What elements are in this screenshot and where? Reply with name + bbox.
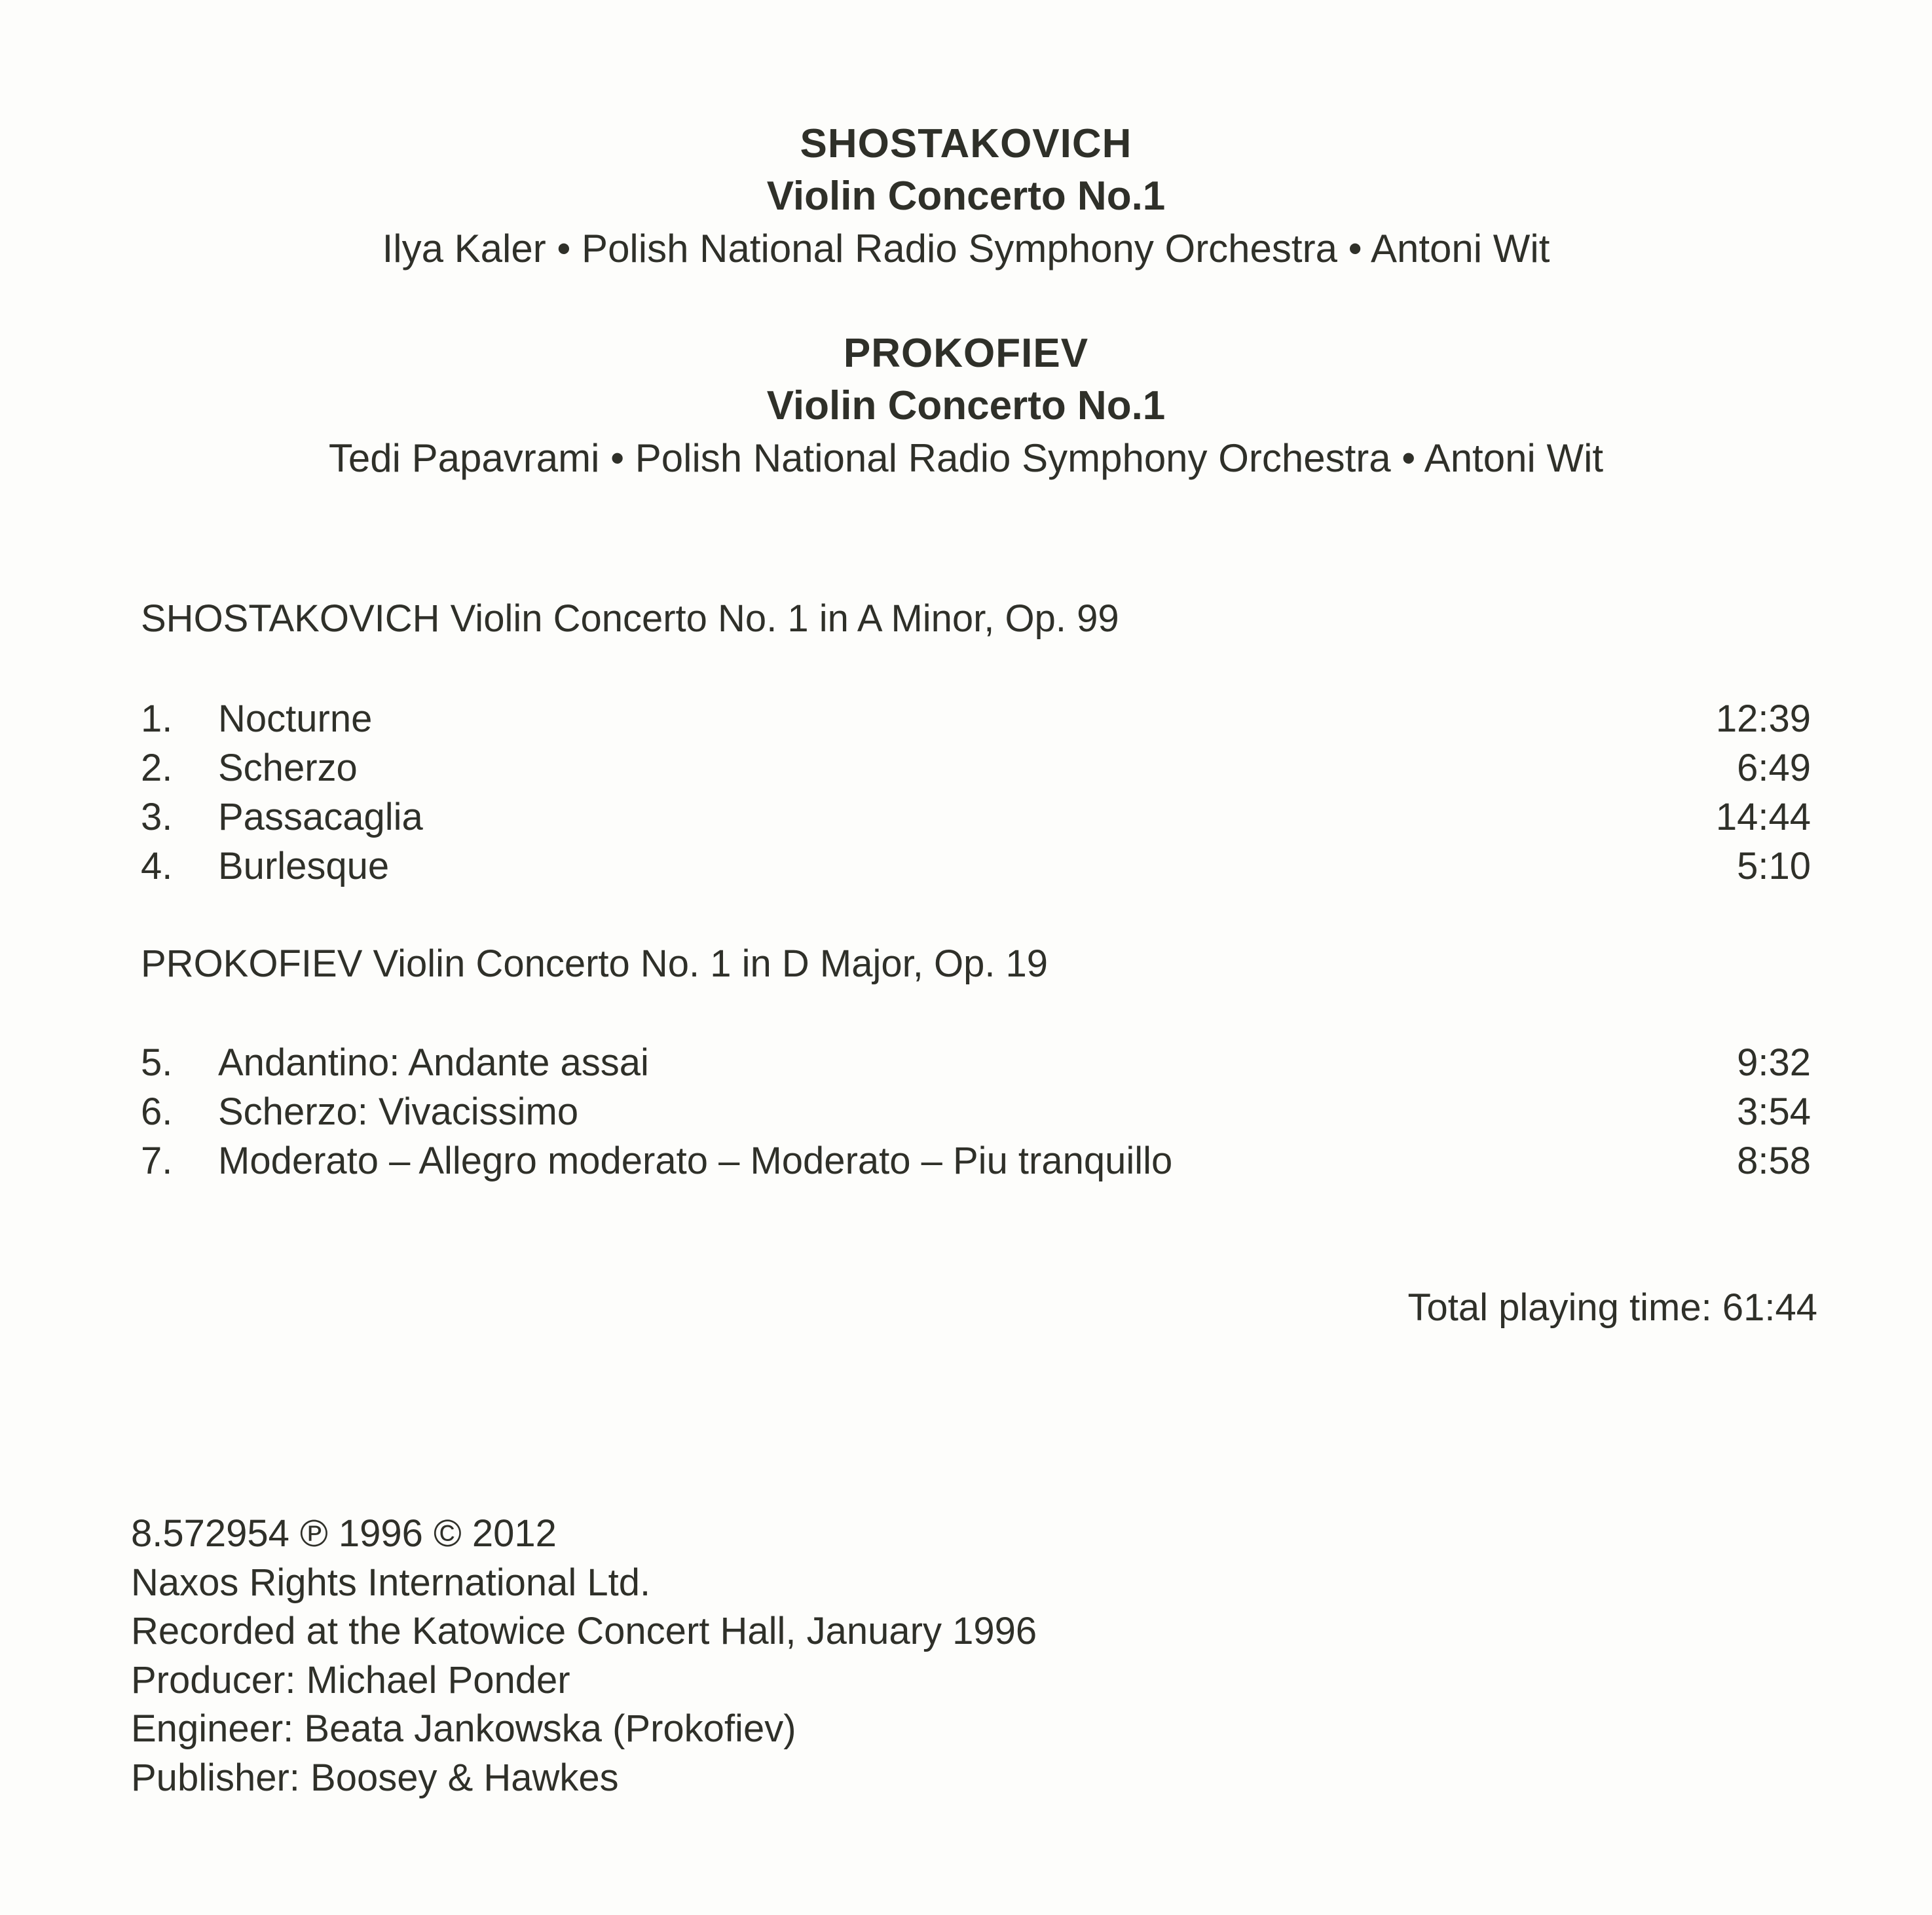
- track-number: 5.: [141, 1041, 173, 1084]
- track-time: 3:54: [1737, 1090, 1811, 1133]
- composer-name: SHOSTAKOVICH: [800, 121, 1132, 166]
- composer-name: PROKOFIEV: [843, 331, 1089, 376]
- track-title: Moderato – Allegro moderato – Moderato – Piu tranquillo: [218, 1140, 1173, 1182]
- work-title: Violin Concerto No.1: [766, 383, 1166, 428]
- section-title-shostakovich: SHOSTAKOVICH Violin Concerto No. 1 in A Minor, Op. 99: [141, 597, 1119, 640]
- track-time: 9:32: [1737, 1041, 1811, 1084]
- track-row: [141, 842, 1811, 891]
- track-row: [141, 694, 1811, 743]
- tracklist-shostakovich: [141, 694, 1811, 891]
- publisher-line: Publisher: Boosey & Hawkes: [131, 1756, 619, 1799]
- track-title: Nocturne: [218, 697, 373, 740]
- catalog-copyright-line: 8.572954 ℗ 1996 © 2012: [131, 1512, 557, 1555]
- track-number: 4.: [141, 845, 173, 887]
- track-title: Passacaglia: [218, 796, 423, 838]
- track-title: Andantino: Andante assai: [218, 1041, 649, 1084]
- performers-line: Tedi Papavrami • Polish National Radio Symphony Orchestra • Antoni Wit: [328, 436, 1604, 480]
- track-title: Scherzo: Vivacissimo: [218, 1090, 579, 1133]
- track-title: Burlesque: [218, 845, 390, 887]
- track-number: 6.: [141, 1090, 173, 1133]
- rights-holder-line: Naxos Rights International Ltd.: [131, 1561, 651, 1604]
- track-title: Scherzo: [218, 747, 358, 789]
- producer-line: Producer: Michael Ponder: [131, 1658, 570, 1701]
- work-title: Violin Concerto No.1: [766, 174, 1166, 219]
- track-time: 5:10: [1737, 845, 1811, 887]
- header-shostakovich: [0, 118, 1932, 275]
- tracklist-prokofiev: [141, 1038, 1811, 1185]
- header-prokofiev: [0, 327, 1932, 485]
- performers-line: Ilya Kaler • Polish National Radio Symphony Orchestra • Antoni Wit: [382, 227, 1550, 270]
- credits-block: [131, 1510, 1037, 1802]
- track-time: 14:44: [1715, 796, 1811, 838]
- track-number: 1.: [141, 697, 173, 740]
- section-title-prokofiev: PROKOFIEV Violin Concerto No. 1 in D Major, Op. 19: [141, 942, 1049, 985]
- track-number: 3.: [141, 796, 173, 838]
- track-time: 8:58: [1737, 1140, 1811, 1182]
- track-row: [141, 743, 1811, 792]
- track-row: [141, 1038, 1811, 1087]
- track-number: 2.: [141, 747, 173, 789]
- track-time: 6:49: [1737, 747, 1811, 789]
- engineer-line: Engineer: Beata Jankowska (Prokofiev): [131, 1707, 796, 1750]
- track-time: 12:39: [1715, 697, 1811, 740]
- track-row: [141, 1087, 1811, 1136]
- track-row: [141, 792, 1811, 842]
- total-playing-time: Total playing time: 61:44: [1407, 1286, 1817, 1329]
- track-number: 7.: [141, 1140, 173, 1182]
- track-row: [141, 1136, 1811, 1185]
- recording-venue-line: Recorded at the Katowice Concert Hall, January 1996: [131, 1610, 1037, 1652]
